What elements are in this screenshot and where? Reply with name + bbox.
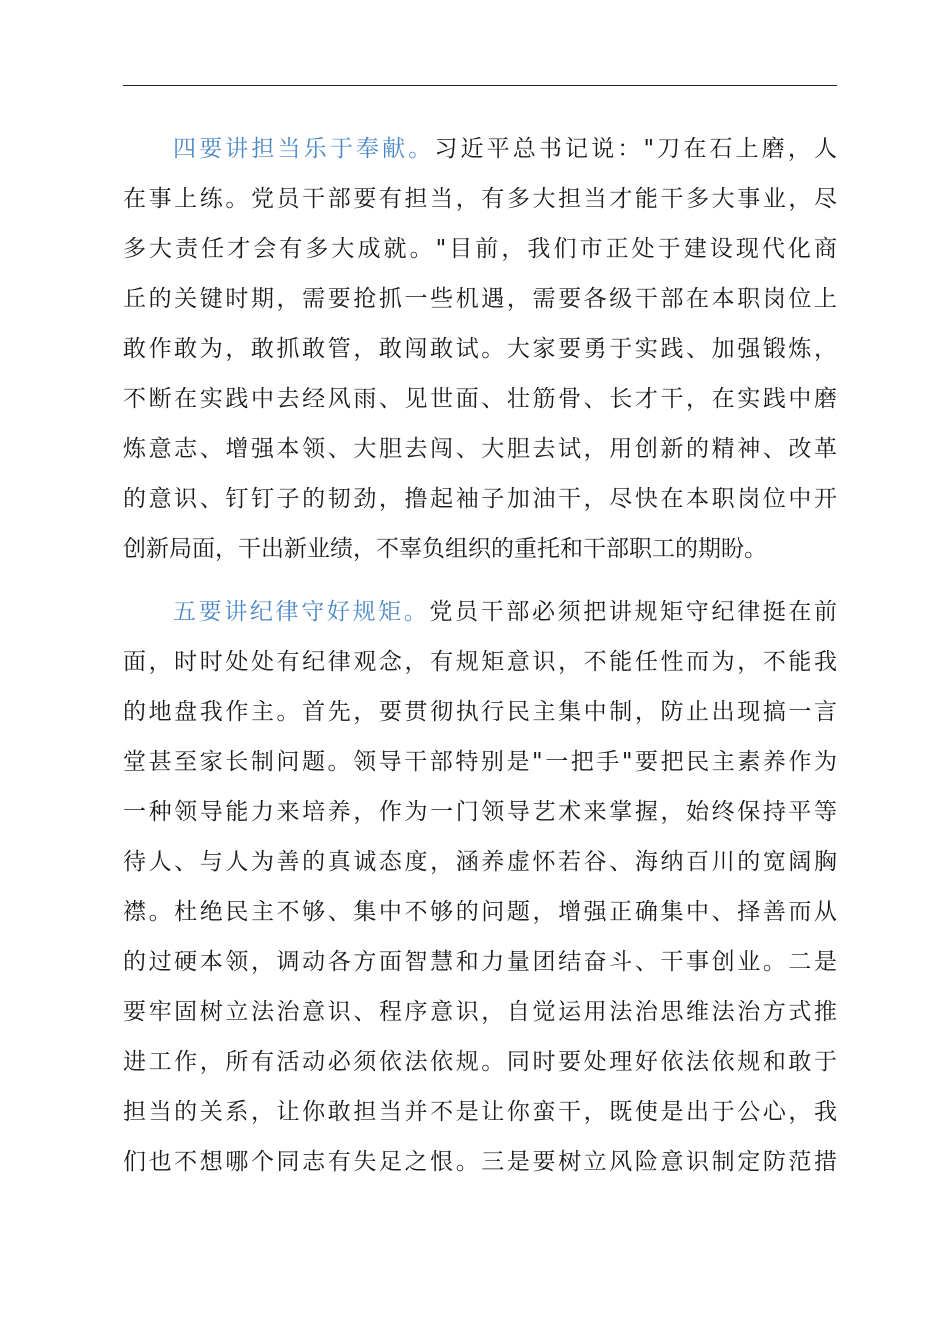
paragraph-line: 要牢固树立法治意识、程序意识，自觉运用法治思维法治方式推 xyxy=(123,999,837,1025)
paragraph-line: 创新局面，干出新业绩，不辜负组织的重托和干部职工的期盼。 xyxy=(123,536,767,562)
section-heading-4: 四要讲担当乐于奉献。 xyxy=(173,136,435,162)
paragraph-line: 的地盘我作主。首先，要贯彻执行民主集中制，防止出现搞一言 xyxy=(123,699,837,725)
paragraph-line: 不断在实践中去经风雨、见世面、壮筋骨、长才干，在实践中磨 xyxy=(123,386,837,412)
line-text: 党员干部必须把讲规矩守纪律挺在前 xyxy=(429,599,837,625)
line-text: 习近平总书记说："刀在石上磨，人 xyxy=(434,136,837,162)
paragraph-line xyxy=(123,587,837,637)
paragraph-line: 的意识、钉钉子的韧劲，撸起袖子加油干，尽快在本职岗位中开 xyxy=(123,486,837,512)
paragraph-line: 进工作，所有活动必须依法依规。同时要处理好依法依规和敢于 xyxy=(123,1049,837,1075)
paragraph-line: 丘的关键时期，需要抢抓一些机遇，需要各级干部在本职岗位上 xyxy=(123,286,837,312)
paragraph-line: 在事上练。党员干部要有担当，有多大担当才能干多大事业，尽 xyxy=(123,186,837,212)
paragraph-line: 敢作敢为，敢抓敢管，敢闯敢试。大家要勇于实践、加强锻炼， xyxy=(123,336,837,362)
paragraph-line: 面，时时处处有纪律观念，有规矩意识，不能任性而为，不能我 xyxy=(123,649,837,675)
paragraph-line: 们也不想哪个同志有失足之恨。三是要树立风险意识制定防范措 xyxy=(123,1149,837,1175)
paragraph-line: 堂甚至家长制问题。领导干部特别是"一把手"要把民主素养作为 xyxy=(123,749,837,775)
paragraph-line: 的过硬本领，调动各方面智慧和力量团结奋斗、干事创业。二是 xyxy=(123,949,837,975)
paragraph-line: 襟。杜绝民主不够、集中不够的问题，增强正确集中、择善而从 xyxy=(123,899,837,925)
paragraph-section-5 xyxy=(123,587,837,1187)
paragraph-line: 待人、与人为善的真诚态度，涵养虚怀若谷、海纳百川的宽阔胸 xyxy=(123,849,837,875)
paragraph-line xyxy=(123,124,837,174)
header-rule xyxy=(123,85,837,86)
paragraph-section-4 xyxy=(123,124,837,574)
paragraph-line: 炼意志、增强本领、大胆去闯、大胆去试，用创新的精神、改革 xyxy=(123,436,837,462)
paragraph-line: 担当的关系，让你敢担当并不是让你蛮干，既使是出于公心，我 xyxy=(123,1099,837,1125)
section-heading-5: 五要讲纪律守好规矩。 xyxy=(173,599,430,625)
paragraph-line: 一种领导能力来培养，作为一门领导艺术来掌握，始终保持平等 xyxy=(123,799,837,825)
paragraph-line: 多大责任才会有多大成就。"目前，我们市正处于建设现代化商 xyxy=(123,236,837,262)
